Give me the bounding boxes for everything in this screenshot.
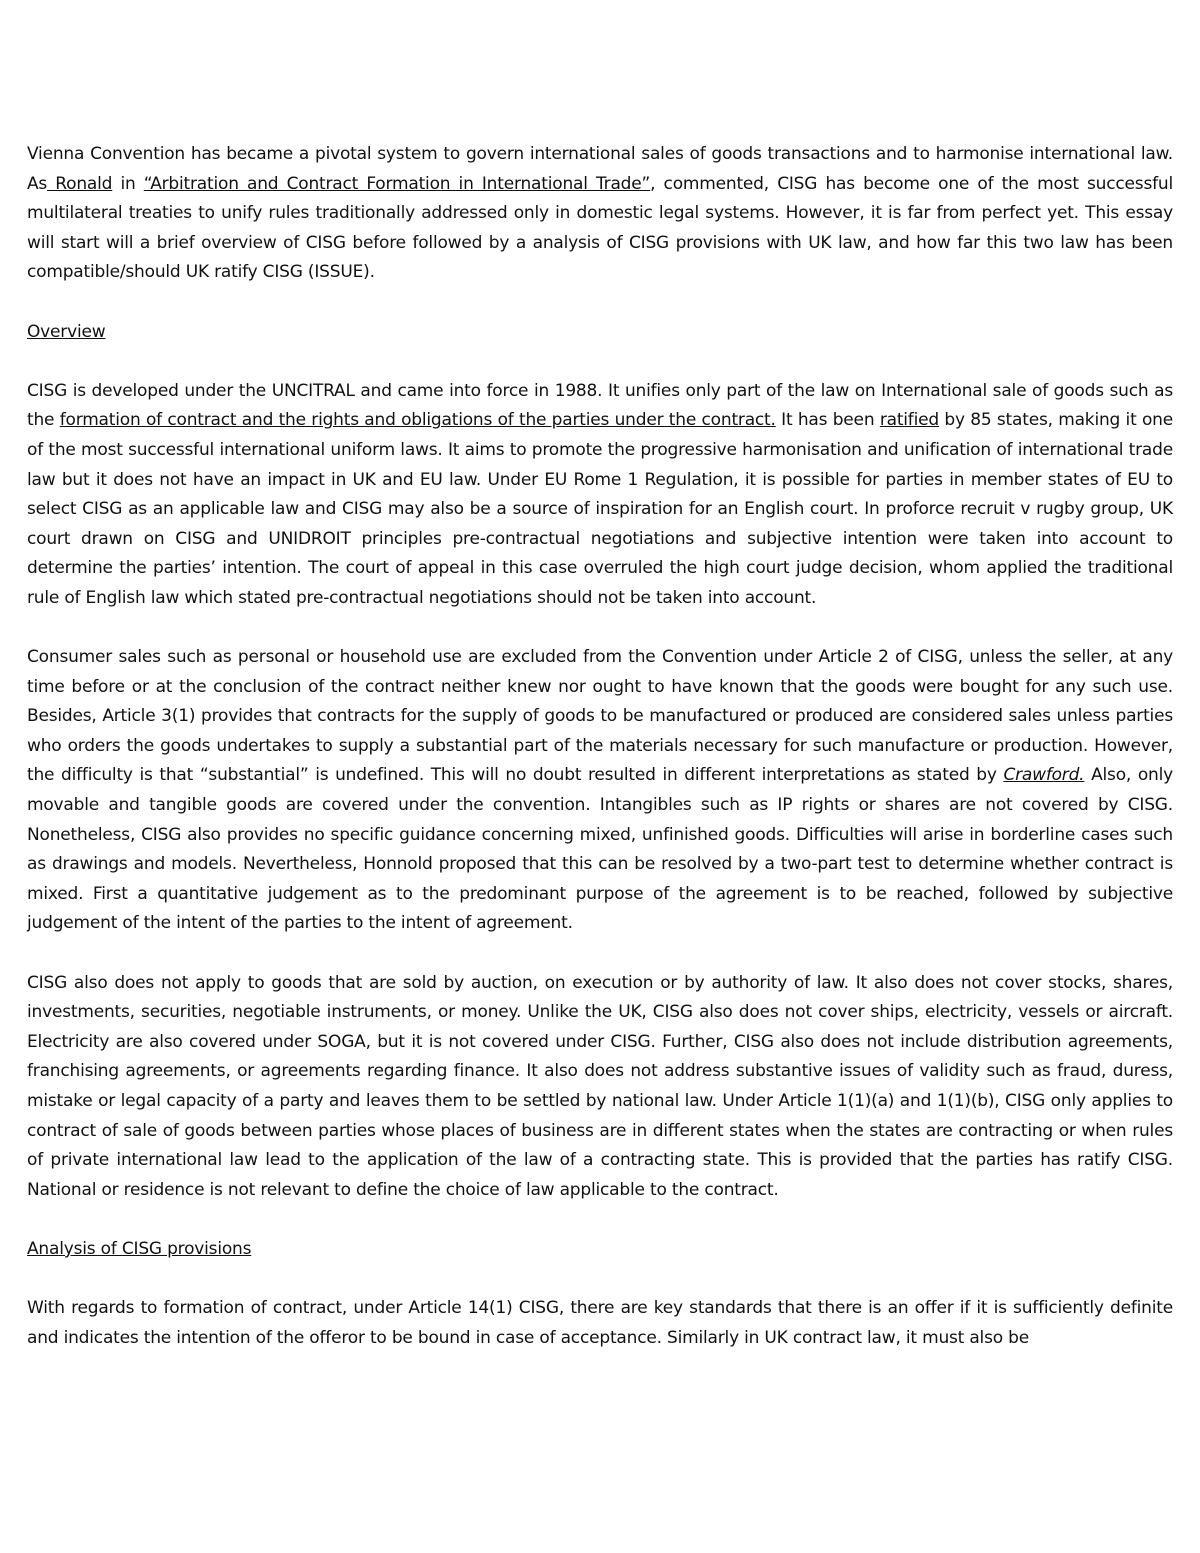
intro-text-1: Vienna Convention has became a pivotal system to govern international sales of goods transactions and to harmonise international law. As — [27, 144, 1173, 194]
ronald-reference: Ronald — [47, 173, 113, 194]
overview-paragraph-2 — [27, 643, 1173, 939]
overview-p1-text-1: CISG is developed under the UNCITRAL and came into force in 1988. It unifies only part of the law on International sale of goods such as the — [27, 380, 1173, 431]
intro-text-3: , commented, CISG has become one of the most successful multilateral treaties to unify rules traditionally addressed only in domestic legal systems. However, it is far from perfect yet. This essay will start will a brief overview of CISG before followed by a analysis of CISG provisions with UK law, and how far this two law has been compatible/should UK ratify CISG (ISSUE). — [27, 173, 1173, 283]
intro-paragraph — [27, 140, 1173, 288]
formation-of-contract-underlined: formation of contract and the rights and obligations of the parties under the contract. — [59, 410, 776, 431]
ratified-underlined: ratified — [879, 410, 939, 431]
heading-analysis — [27, 1235, 1173, 1265]
overview-paragraph-1 — [27, 377, 1173, 614]
heading-overview-text: Overview — [27, 321, 106, 342]
overview-p2-text-1: Consumer sales such as personal or household use are excluded from the Convention under Article 2 of CISG, unless the seller, at any time before or at the conclusion of the contract neither knew nor ought to have known that the goods were bought for any such use. Besides, Article 3(1) provides that contracts for the supply of goods to be manufactured or produced are considered sales unless parties who orders the goods undertakes to supply a substantial part of the materials necessary for such manufacture or production. However, the difficulty is that “substantial” is undefined. This will no doubt resulted in different interpretations as stated by — [27, 647, 1173, 786]
document-page — [27, 140, 1173, 1383]
analysis-paragraph-1: With regards to formation of contract, under Article 14(1) CISG, there are key standards that there is an offer if it is sufficiently definite and indicates the intention of the offeror to be bound in case of acceptance. Similarly in UK contract law, it must also be — [27, 1298, 1173, 1348]
overview-p2-text-2: Also, only movable and tangible goods are covered under the convention. Intangibles such as IP rights or shares are not covered by CISG. Nonetheless, CISG also provides no specific guidance concerning mixed, unfinished goods. Difficulties will arise in borderline cases such as drawings and models. Nevertheless, Honnold proposed that this can be resolved by a two-part test to determine whether contract is mixed. First a quantitative judgement as to the predominant purpose of the agreement is to be reached, followed by subjective judgement of the intent of the parties to the intent of agreement. — [27, 765, 1173, 934]
overview-p1-text-3: by 85 states, making it one of the most successful international uniform laws. It aims to promote the progressive harmonisation and unification of international trade law but it does not have an impact in UK and EU law. Under EU Rome 1 Regulation, it is possible for parties in member states of EU to select CISG as an applicable law and CISG may also be a source of inspiration for an English court. In proforce recruit v rugby group, UK court drawn on CISG and UNIDROIT principles pre-contractual negotiations and subjective intention were taken into account to determine the parties’ intention. The court of appeal in this case overruled the high court judge decision, whom applied the traditional rule of English law which stated pre-contractual negotiations should not be taken into account. — [27, 410, 1173, 608]
article-title-reference: “Arbitration and Contract Formation in International Trade” — [143, 173, 651, 194]
heading-analysis-text: Analysis of CISG provisions — [27, 1238, 252, 1259]
overview-p1-text-2: It has been — [775, 410, 880, 431]
intro-text-2: in — [112, 173, 144, 194]
heading-overview — [27, 318, 1173, 348]
crawford-reference: Crawford. — [1003, 765, 1085, 786]
overview-paragraph-3: CISG also does not apply to goods that are sold by auction, on execution or by authority of law. It also does not cover stocks, shares, investments, securities, negotiable instruments, or money. Unlike the UK, CISG also does not cover ships, electricity, vessels or aircraft. Electricity are also covered under SOGA, but it is not covered under CISG. Further, CISG also does not include distribution agreements, franchising agreements, or agreements regarding finance. It also does not address substantive issues of validity such as fraud, duress, mistake or legal capacity of a party and leaves them to be settled by national law. Under Article 1(1)(a) and 1(1)(b), CISG only applies to contract of sale of goods between parties whose places of business are in different states when the states are contracting or when rules of private international law lead to the application of the law of a contracting state. This is provided that the parties has ratify CISG. National or residence is not relevant to define the choice of law applicable to the contract. — [27, 972, 1173, 1200]
